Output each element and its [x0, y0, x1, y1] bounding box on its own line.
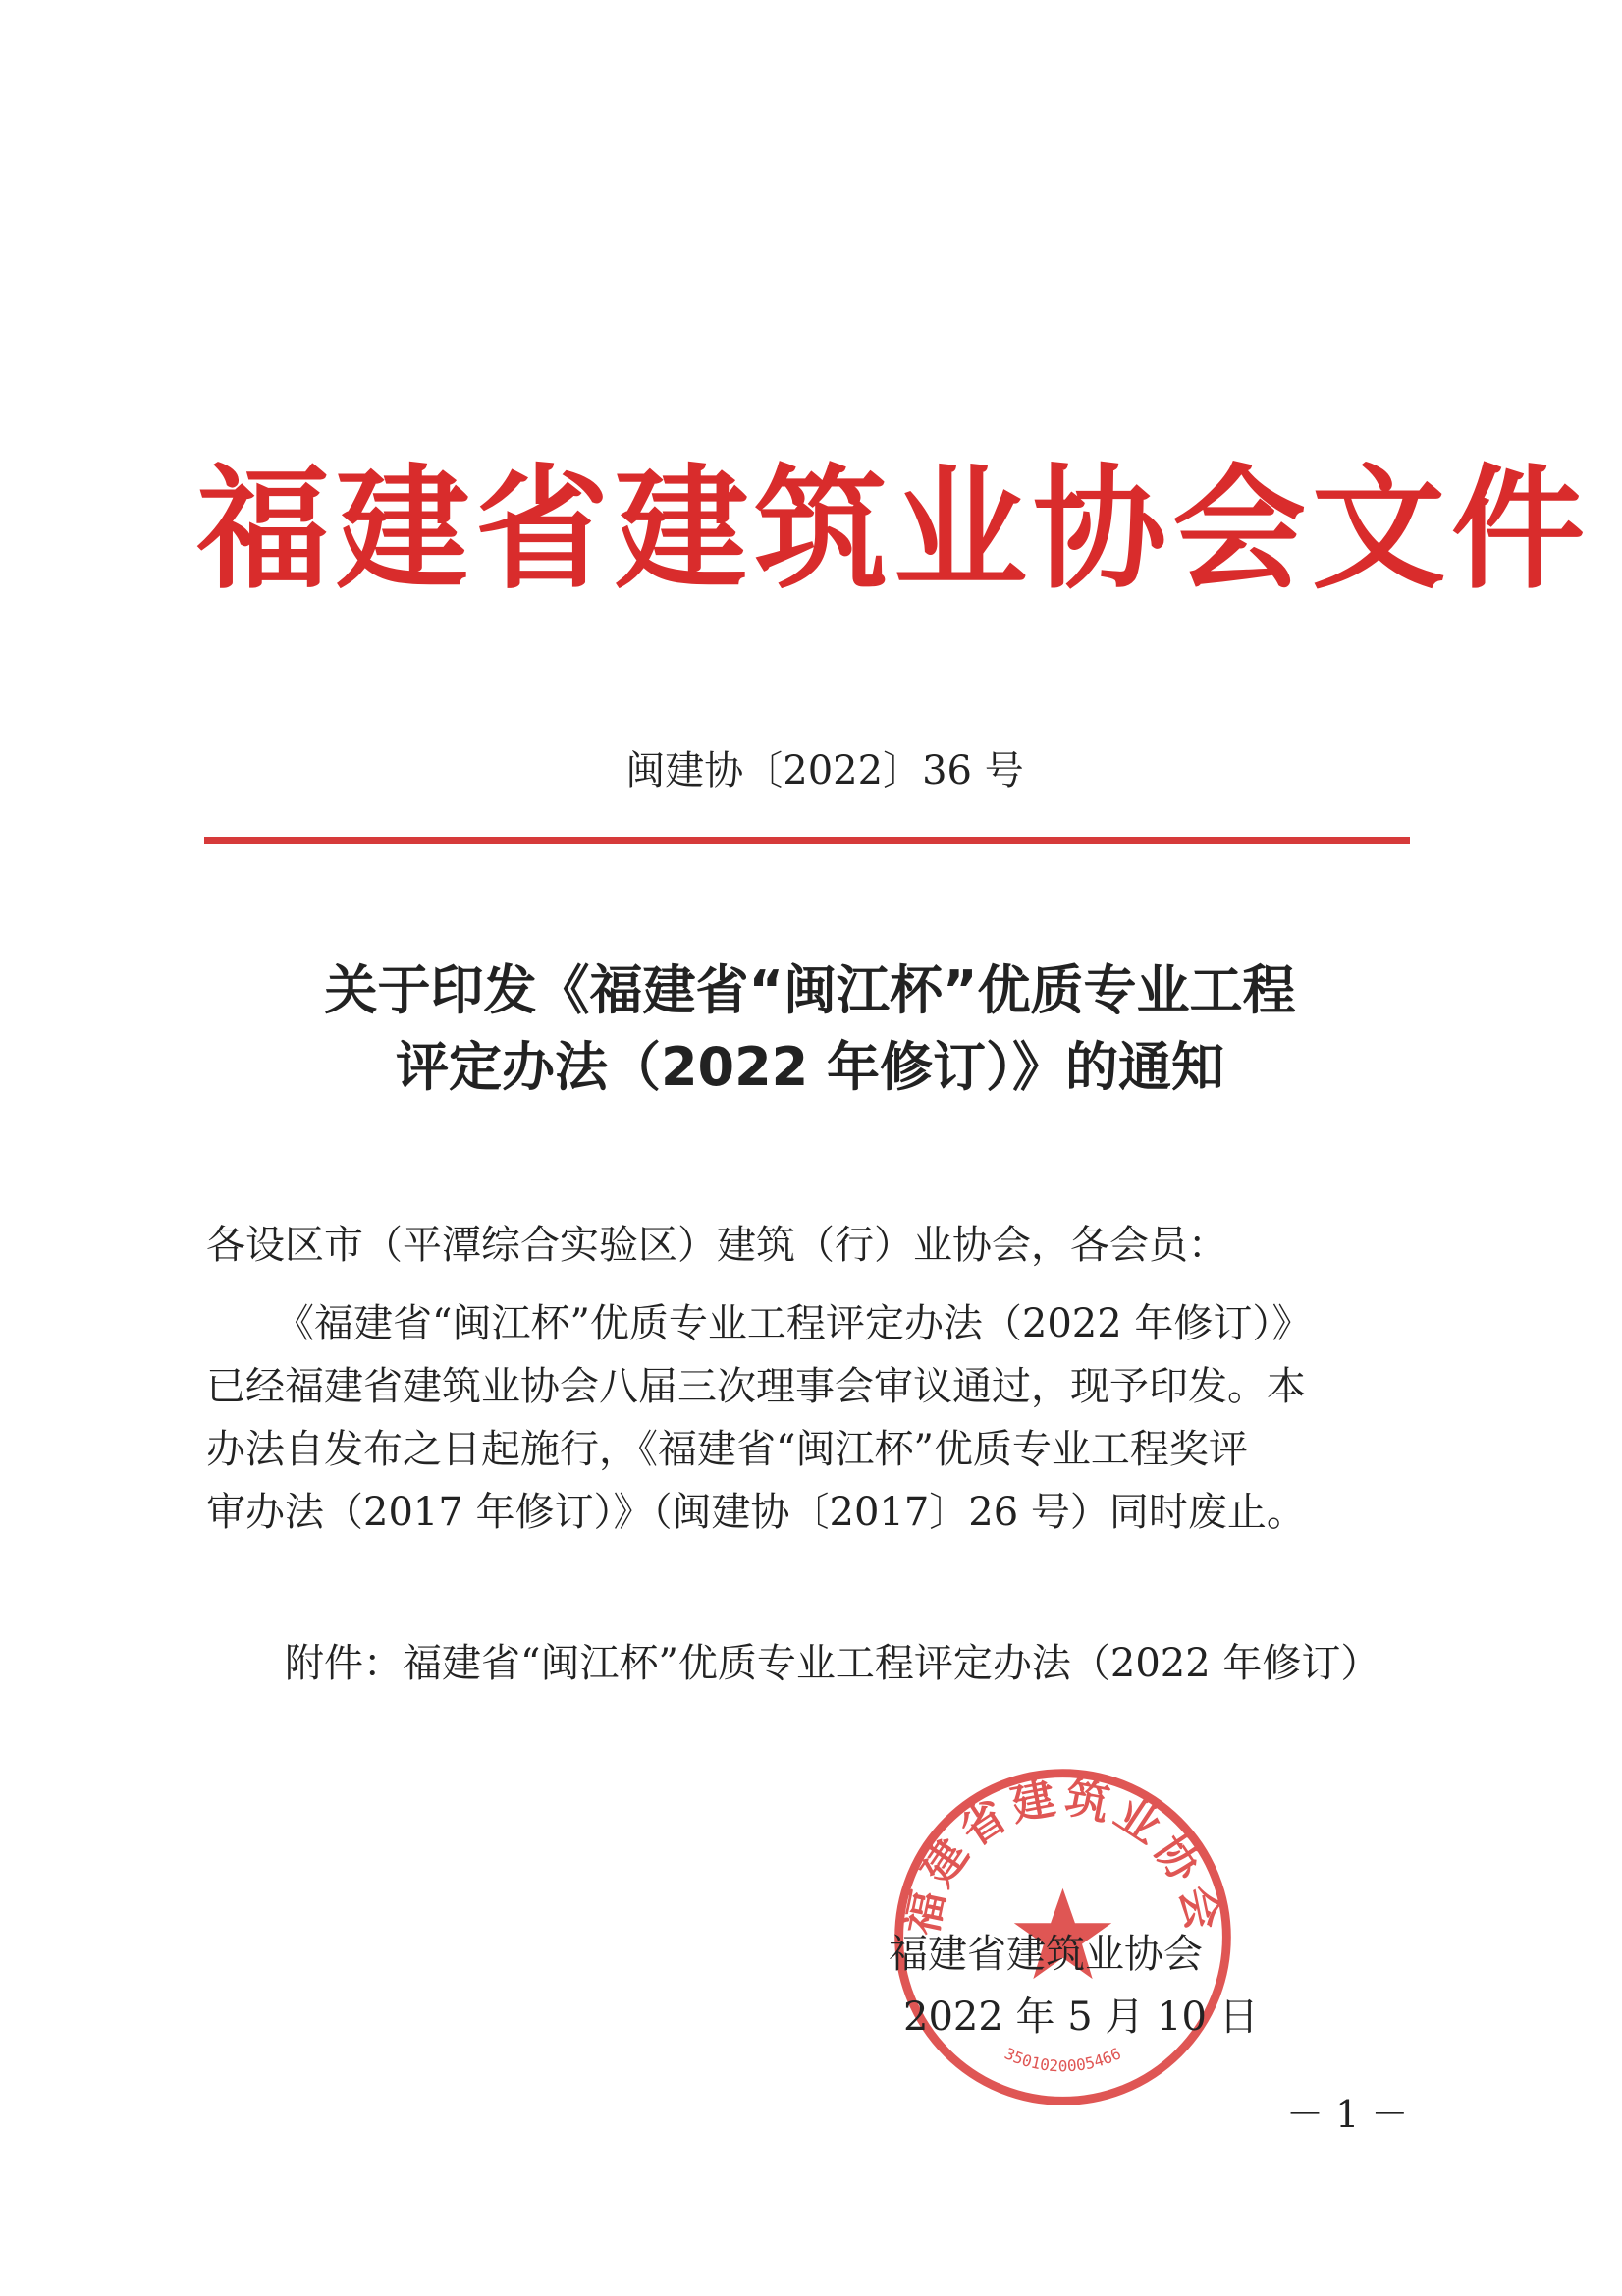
body-line-2: 已经福建省建筑业协会八届三次理事会审议通过，现予印发。本 [206, 1364, 1306, 1409]
body-line-4: 审办法（2017 年修订）》（闽建协〔2017〕26 号）同时废止。 [206, 1490, 1306, 1535]
addressee: 各设区市（平潭综合实验区）建筑（行）业协会，各会员： [206, 1223, 1227, 1268]
document-header: 福建省建筑业协会文件 [196, 453, 1591, 608]
notice-title [196, 953, 1424, 1106]
signature-date: 2022 年 5 月 10 日 [903, 1995, 1259, 2040]
body-paragraph [206, 1292, 1424, 1544]
notice-title-line-2: 评定办法（2022 年修订）》的通知 [395, 1036, 1225, 1098]
red-divider-line [204, 837, 1410, 844]
body-line-3: 办法自发布之日起施行，《福建省“闽江杯”优质专业工程奖评 [206, 1427, 1248, 1472]
seal-code-text: 3501020005466 [1001, 2044, 1124, 2076]
notice-title-line-1: 关于印发《福建省“闽江杯”优质专业工程 [324, 959, 1296, 1021]
signature-organization: 福建省建筑业协会 [889, 1932, 1203, 1977]
page-number: － 1 － [1286, 2093, 1409, 2136]
seal-name-text: 福建省建筑业协会 [896, 1773, 1229, 1940]
document-number: 闽建协〔2022〕36 号 [625, 748, 1024, 793]
signature-block [889, 1923, 1259, 2049]
body-line-1: 《福建省“闽江杯”优质专业工程评定办法（2022 年修订）》 [275, 1301, 1312, 1346]
attachment-line: 附件：福建省“闽江杯”优质专业工程评定办法（2022 年修订） [285, 1641, 1380, 1686]
